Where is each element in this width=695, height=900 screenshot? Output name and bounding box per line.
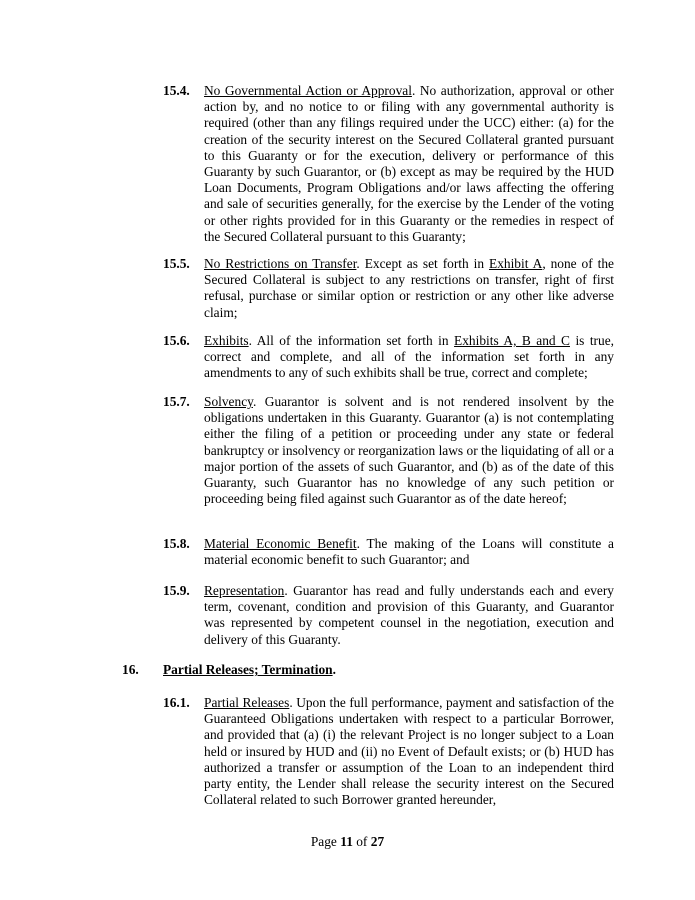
section-text: . Except as set forth in (356, 256, 490, 271)
section-15-4 (163, 83, 614, 245)
section-text: is true, correct and complete, and all of the information set forth in any amendments to any of such exhibits shall be true, correct and complete; (204, 333, 614, 381)
section-text: , none of the Secured Collateral is subject to any restrictions on transfer, right of first refusal, purchase or similar option or restriction or any other like adverse claim; (204, 256, 614, 320)
section-heading: No Restrictions on Transfer (204, 256, 357, 271)
section-text: . Guarantor is solvent and is not rendered insolvent by the obligations undertaken in this Guaranty. Guarantor (a) is not contemplating either the filing of a petition or proceeding under any state or federal bankruptcy or insolvency or reorganization laws or the liquidating of all or a major portion of the assets of such Guarantor, and (b) as of the date of this Guaranty, such Guarantor has no knowledge of any such petition or proceeding being filed against such Guarantor as of the date hereof; (204, 394, 614, 507)
section-text: . Upon the full performance, payment and satisfaction of the Guaranteed Obligations undertaken with respect to a particular Borrower, and provided that (a) (i) the relevant Project is no longer subject to a Loan held or insured by HUD and (ii) no Event of Default exists; or (b) HUD has authorized a transfer or assumption of the Loan to an independent third party entity, the Lender shall release the security interest on the Secured Collateral related to such Borrower granted hereunder, (204, 695, 614, 808)
section-number: 15.8. (163, 536, 190, 551)
section-title (163, 662, 614, 678)
section-body (204, 256, 614, 321)
page-total: 27 (370, 834, 385, 849)
section-15-7 (163, 394, 614, 507)
section-text: . The making of the Loans will constitute a material economic benefit to such Guarantor; and (204, 536, 614, 568)
section-body (204, 536, 614, 568)
page-label: Page (310, 834, 341, 849)
section-heading: Solvency (204, 394, 253, 409)
section-heading: Material Economic Benefit (204, 536, 357, 551)
page-of: of (352, 834, 371, 849)
section-15-5 (163, 256, 614, 321)
section-body (204, 83, 614, 245)
section-15-8 (163, 536, 614, 568)
page-footer (0, 834, 695, 850)
section-number: 15.4. (163, 83, 190, 98)
section-text: . No authorization, approval or other action by, and no notice to or filing with any governmental authority is required (other than any filings required under the UCC) either: (a) for the creation of the security interest on the Secured Collateral granted pursuant to this Guaranty or for the execution, delivery or performance of this Guaranty by such Guarantor, or (b) except as may be required by the HUD Loan Documents, Program Obligations and/or laws affecting the offering and sale of securities generally, for the exercise by the Lender of the voting or other rights provided for in this Guaranty or the remedies in respect of the Secured Collateral pursuant to this Guaranty; (204, 83, 614, 244)
section-heading: Partial Releases; Termination (163, 662, 333, 677)
section-number: 16.1. (163, 695, 190, 710)
section-16-1 (163, 695, 614, 808)
section-number: 15.7. (163, 394, 190, 409)
section-body (204, 333, 614, 382)
section-heading: No Governmental Action or Approval (204, 83, 412, 98)
exhibit-reference: Exhibits A, B and C (454, 333, 570, 348)
section-heading: Representation (204, 583, 285, 598)
section-number: 15.6. (163, 333, 190, 348)
section-text: . Guarantor has read and fully understands each and every term, covenant, condition and provision of this Guaranty, and Guarantor was represented by competent counsel in the negotiation, execution and delivery of this Guaranty. (204, 583, 614, 647)
section-number: 16. (122, 662, 139, 677)
section-number: 15.5. (163, 256, 190, 271)
section-body (204, 695, 614, 808)
exhibit-reference: Exhibit A (489, 256, 543, 271)
section-title-period: . (332, 662, 336, 677)
section-16 (122, 662, 614, 678)
section-text: . All of the information set forth in (248, 333, 455, 348)
section-15-9 (163, 583, 614, 648)
section-heading: Partial Releases (204, 695, 290, 710)
section-body (204, 394, 614, 507)
page-current: 11 (340, 834, 353, 849)
section-15-6 (163, 333, 614, 382)
section-number: 15.9. (163, 583, 190, 598)
section-body (204, 583, 614, 648)
section-heading: Exhibits (204, 333, 249, 348)
